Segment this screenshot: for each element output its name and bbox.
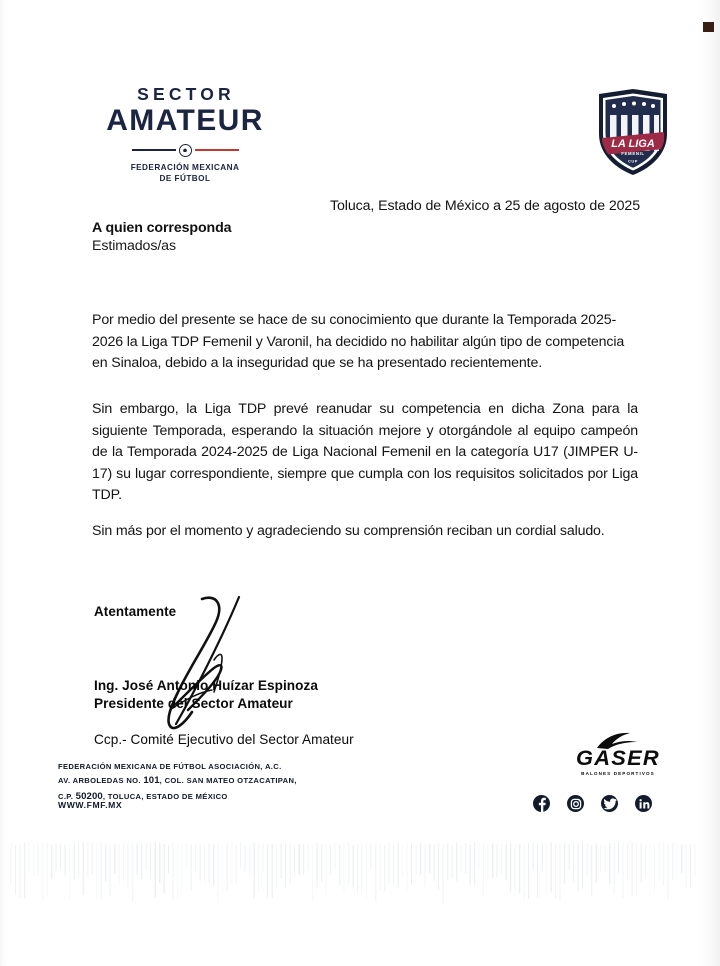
soccer-ball-icon	[179, 144, 192, 157]
carbon-copy-line: Ccp.- Comité Ejecutivo del Sector Amateur	[94, 732, 354, 747]
gaser-tagline: BALONES DEPORTIVOS	[581, 771, 655, 776]
gaser-wordmark: GASER	[576, 747, 660, 770]
footer-address	[58, 761, 297, 804]
la-liga-shield-icon	[596, 89, 670, 175]
sector-amateur-logo	[70, 86, 300, 185]
scan-stripe-pattern	[0, 838, 720, 966]
signer-name: Ing. José Antonio Huízar Espinoza	[94, 678, 318, 693]
footer-website: WWW.FMF.MX	[58, 800, 123, 810]
brand-sector-text: SECTOR	[137, 84, 235, 104]
instagram-icon[interactable]	[567, 795, 584, 812]
signer-title: Presidente del Sector Amateur	[94, 696, 293, 711]
federation-line-1: FEDERACIÓN MEXICANA	[130, 162, 240, 172]
divider-bar-navy	[132, 149, 176, 151]
scan-edge-left	[0, 0, 10, 966]
scan-edge-right	[698, 0, 720, 966]
address-line-3: C.P. 50200, TOLUCA, ESTADO DE MÉXICO	[58, 790, 228, 802]
dateline: Toluca, Estado de México a 25 de agosto de 2025	[329, 198, 640, 214]
divider-bar-red	[195, 149, 239, 151]
shield-femenil-text: FEMENIL	[621, 151, 645, 156]
federation-line-2: DE FÚTBOL	[159, 173, 211, 183]
scan-artifact-mark	[703, 22, 714, 32]
shield-cup-text: CUP	[628, 158, 638, 164]
closing-atentamente: Atentamente	[94, 604, 177, 619]
address-line-1: FEDERACIÓN MEXICANA DE FÚTBOL ASOCIACIÓN, A.C.	[58, 762, 282, 771]
shield-la-liga-text: LA LIGA	[611, 138, 655, 150]
paragraph-1: Por medio del presente se hace de su conocimiento que durante la Temporada 2025-2026 la Liga TDP Femenil y Varonil, ha decidido no habilitar algún tipo de competencia en Sinaloa, debido a la inseguridad que se ha presentado recientemente.	[92, 312, 625, 372]
address-line-2: AV. ARBOLEDAS NO. 101, COL. SAN MATEO OTZACATIPAN,	[58, 775, 297, 787]
salutation-subline: Estimados/as	[92, 238, 176, 254]
social-links	[533, 795, 652, 812]
gaser-sponsor-logo	[570, 748, 666, 776]
linkedin-icon[interactable]	[635, 795, 652, 812]
salutation: A quien corresponda	[92, 220, 232, 236]
paragraph-2: Sin embargo, la Liga TDP prevé reanudar su competencia en dicha Zona para la siguiente Temporada, esperando la situación mejore y otorgándole al equipo campeón de la Temporada 2024-2025 de Liga Nacional Femenil en la categoría U17 (JIMPER U-17) su lugar correspondiente, siempre que cumpla con los requisitos solicitados por Liga TDP.	[92, 401, 638, 504]
federation-text	[70, 163, 300, 185]
brand-divider	[70, 144, 300, 157]
brand-amateur-text: AMATEUR	[106, 103, 264, 137]
letterhead	[0, 0, 720, 190]
facebook-icon[interactable]	[533, 795, 550, 812]
twitter-icon[interactable]	[601, 795, 618, 812]
paragraph-3: Sin más por el momento y agradeciendo su comprensión reciban un cordial saludo.	[92, 523, 605, 539]
